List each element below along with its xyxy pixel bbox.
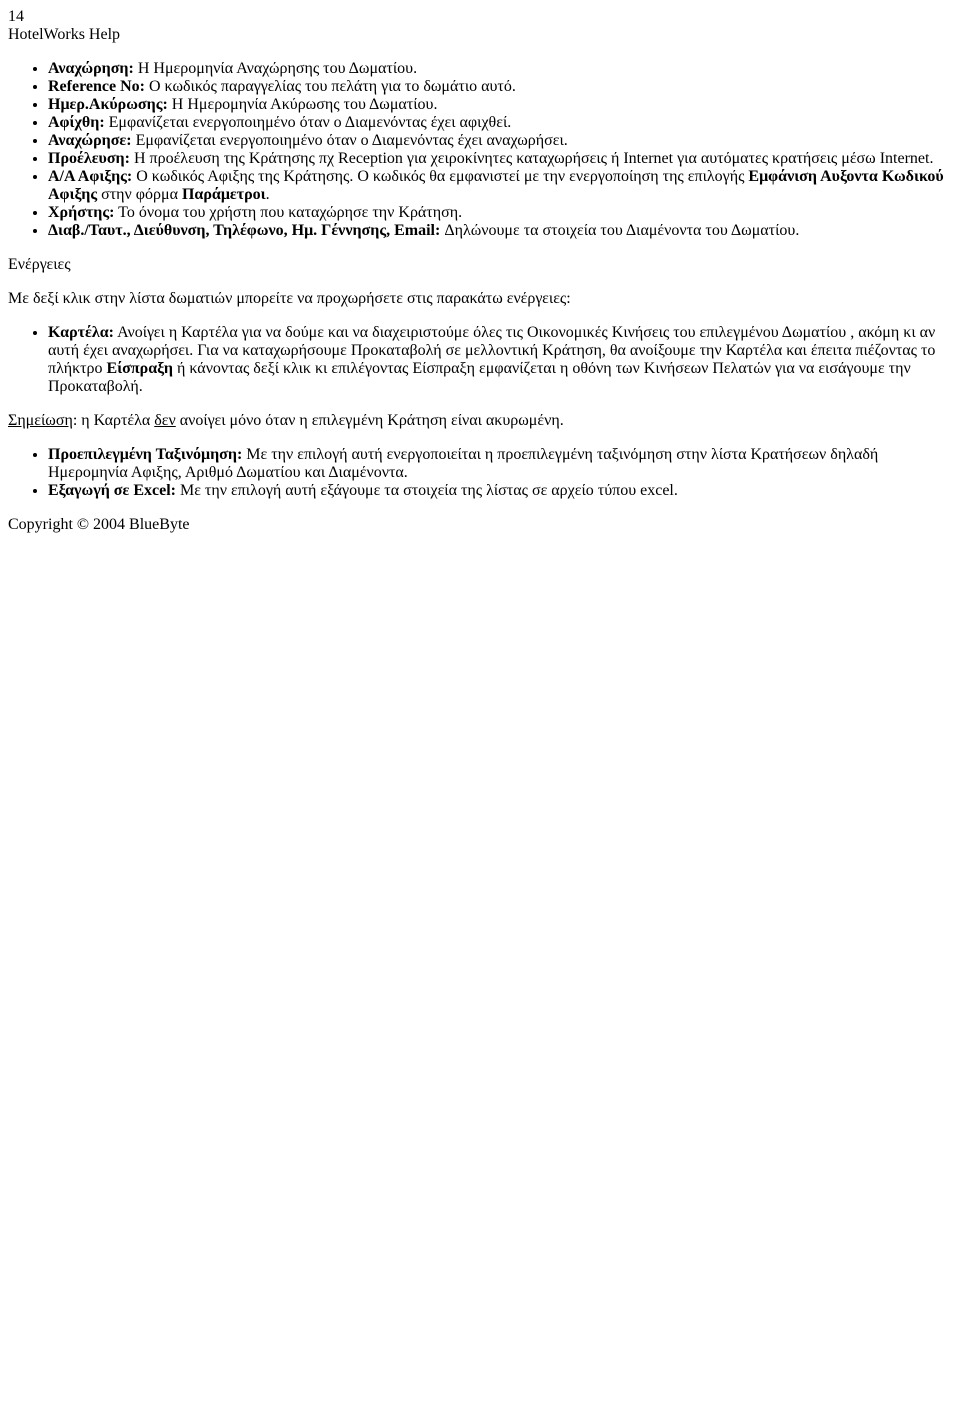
list-item — [48, 60, 952, 78]
list-item — [48, 482, 952, 500]
field-description: Εμφανίζεται ενεργοποιημένο όταν ο Διαμενόντας έχει αφιχθεί. — [104, 114, 512, 131]
field-label: Ημερ.Ακύρωσης: — [48, 96, 168, 113]
note — [8, 412, 952, 430]
field-description: στην φόρμα — [97, 186, 182, 203]
list-item — [48, 114, 952, 132]
field-label: Διαβ./Ταυτ., Διεύθυνση, Τηλέφωνο, Ημ. Γέννησης, Email: — [48, 222, 441, 239]
list-item — [48, 222, 952, 240]
field-description: Η προέλευση της Κράτησης πχ Reception για χειροκίνητες καταχωρήσεις ή Internet για αυτόματες κρατήσεις μέσω Internet. — [129, 150, 934, 167]
note-text: : η Καρτέλα — [72, 412, 155, 429]
action-description: Με την επιλογή αυτή εξάγουμε τα στοιχεία της λίστας σε αρχείο τύπου excel. — [175, 482, 678, 499]
action-list — [8, 446, 952, 500]
page-number-box — [8, 8, 952, 26]
action-description: Ανοίγει η Καρτέλα για να δούμε και να διαχειριστούμε όλες τις Οικονομικές Κινήσεις του επιλεγμένου Δωματίου , ακόμη κι αν αυτή έχει αναχωρήσει. Για να καταχωρήσουμε Προκαταβολή σε μελλοντική Κράτηση, θα ανοίξουμε την Καρτέλα και έπειτα πιέζοντας το πλήκτρο — [48, 324, 936, 377]
footer-copyright: Copyright © 2004 BlueByte — [8, 516, 190, 533]
list-item — [48, 132, 952, 150]
note-label: Σημείωση — [8, 412, 73, 429]
section-heading: Ενέργειες — [8, 256, 71, 273]
list-item — [48, 446, 952, 482]
list-item — [48, 96, 952, 114]
action-description: Με την επιλογή αυτή ενεργοποιείται η προεπιλεγμένη ταξινόμηση στην λίστα Κρατήσεων δηλαδή Ημερομηνία Αφιξης, Αριθμό Δωματίου και Διαμένοντα. — [48, 446, 879, 481]
page-content — [8, 60, 952, 500]
page-number: 14 — [8, 8, 24, 25]
page-title: HotelWorks Help — [8, 26, 121, 43]
button-name: Είσπραξη — [106, 360, 174, 377]
field-description: Η Ημερομηνία Ακύρωσης του Δωματίου. — [167, 96, 438, 113]
action-label: Προεπιλεγμένη Ταξινόμηση: — [48, 446, 243, 463]
field-description: Εμφανίζεται ενεργοποιημένο όταν ο Διαμενόντας έχει αναχωρήσει. — [131, 132, 568, 149]
section-intro: Με δεξί κλικ στην λίστα δωματιών μπορείτε να προχωρήσετε στις παρακάτω ενέργειες: — [8, 290, 571, 307]
field-label: Αναχώρησε: — [48, 132, 132, 149]
list-item — [48, 324, 952, 396]
list-item — [48, 168, 952, 204]
action-label: Καρτέλα: — [48, 324, 114, 341]
field-list — [8, 60, 952, 240]
field-label: Reference No: — [48, 78, 145, 95]
help-page — [8, 8, 952, 534]
field-label: Αναχώρηση: — [48, 60, 134, 77]
field-description: Ο κωδικός Αφιξης της Κράτησης. Ο κωδικός θα εμφανιστεί με την ενεργοποίηση της επιλογής — [132, 168, 749, 185]
list-item — [48, 150, 952, 168]
option-name: Εμφάνιση Αυξοντα Κωδικού Αφιξης — [48, 168, 944, 203]
field-description: Ο κωδικός παραγγελίας του πελάτη για το δωμάτιο αυτό. — [144, 78, 516, 95]
field-label: Αφίχθη: — [48, 114, 105, 131]
field-description: Η Ημερομηνία Αναχώρησης του Δωματίου. — [133, 60, 418, 77]
list-item — [48, 204, 952, 222]
field-label: Προέλευση: — [48, 150, 130, 167]
field-description: Το όνομα του χρήστη που καταχώρησε την Κράτηση. — [114, 204, 463, 221]
action-list — [8, 324, 952, 396]
field-label: Χρήστης: — [48, 204, 115, 221]
field-label: Α/Α Αφιξης: — [48, 168, 133, 185]
note-emphasis: δεν — [154, 412, 176, 429]
list-item — [48, 78, 952, 96]
form-name: Παράμετροι — [181, 186, 266, 203]
action-description: ή κάνοντας δεξί κλικ κι επιλέγοντας Είσπραξη εμφανίζεται η οθόνη των Κινήσεων Πελατών για να εισάγουμε την Προκαταβολή. — [48, 360, 911, 395]
note-text: ανοίγει μόνο όταν η επιλεγμένη Κράτηση είναι ακυρωμένη. — [175, 412, 564, 429]
field-description: Δηλώνουμε τα στοιχεία του Διαμένοντα του Δωματίου. — [440, 222, 800, 239]
action-label: Εξαγωγή σε Excel: — [48, 482, 176, 499]
field-description: . — [265, 186, 270, 203]
